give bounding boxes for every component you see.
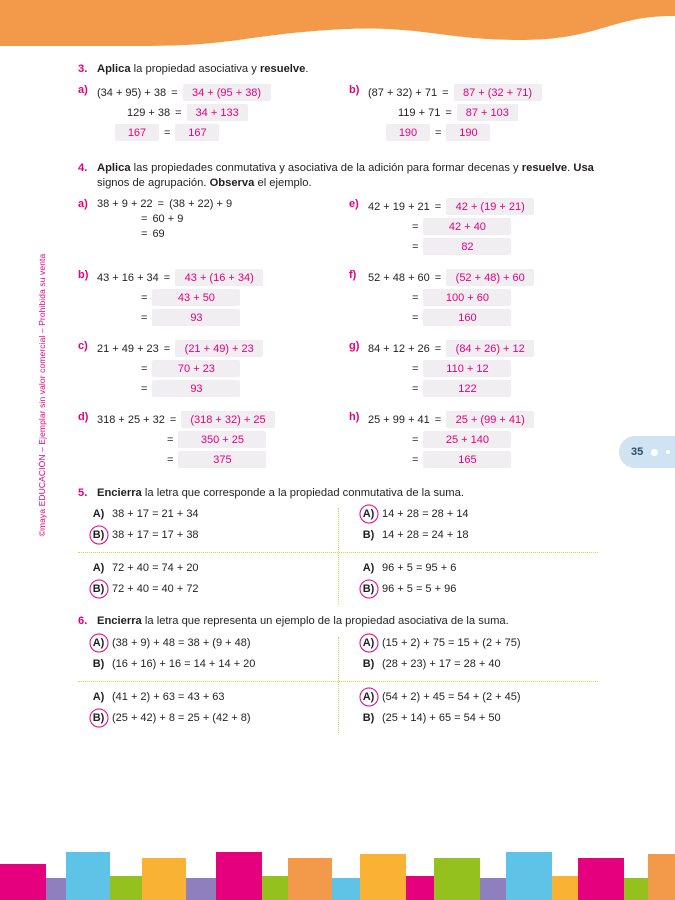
equals-sign: =: [434, 271, 442, 284]
answer-box[interactable]: (21 + 49) + 23: [175, 340, 263, 357]
equation-line: [97, 84, 327, 101]
equation-line: [97, 104, 327, 121]
option-row[interactable]: [92, 508, 328, 520]
equation-line: [368, 289, 598, 306]
color-block: [406, 876, 434, 900]
equals-sign: =: [167, 433, 174, 446]
top-decorative-band: [0, 0, 675, 52]
color-block: [480, 878, 506, 900]
color-block: [262, 876, 288, 900]
equation-line: [368, 309, 598, 326]
answer-box[interactable]: 93: [152, 380, 240, 397]
equals-sign: =: [141, 362, 148, 375]
equation-lhs: (87 + 32) + 71: [368, 86, 438, 99]
exercise-3-instruction: Aplica la propiedad asociativa y resuelve.: [97, 63, 309, 75]
equals-sign: =: [434, 413, 442, 426]
option-letter-selected[interactable]: B): [362, 583, 375, 596]
option-text: 96 + 5 = 5 + 96: [382, 583, 457, 596]
option-letter[interactable]: B): [362, 657, 375, 670]
color-block: [142, 858, 186, 900]
exercise-4: [78, 161, 598, 474]
exercise-6-options: [78, 637, 598, 733]
answer-box[interactable]: 110 + 12: [423, 360, 511, 377]
equation-line: [97, 431, 327, 448]
option-letter-selected[interactable]: A): [362, 690, 375, 703]
equals-sign: =: [141, 228, 148, 241]
equals-sign: =: [412, 362, 419, 375]
equals-sign: =: [412, 453, 419, 466]
equation-lhs: 129 + 38: [127, 106, 171, 119]
equation-line: [368, 431, 598, 448]
exercise-5-number: 5.: [78, 487, 88, 500]
equation-line: [97, 228, 327, 240]
equation-line: [97, 340, 327, 357]
exercise-5-instruction: Encierra la letra que corresponde a la propiedad conmutativa de la suma.: [97, 487, 464, 500]
option-letter[interactable]: A): [92, 508, 105, 521]
equals-sign: =: [167, 453, 174, 466]
exercise-4-item-g: [349, 340, 598, 400]
color-block: [288, 858, 332, 900]
equation-line: [368, 411, 598, 428]
side-credit-text: ©maya EDUCACIÓN – Ejemplar sin valor comercial – Prohibida su venta: [37, 253, 47, 537]
equation-line: [97, 269, 327, 286]
option-letter-selected[interactable]: A): [92, 636, 105, 649]
option-text: 38 + 17 = 17 + 38: [112, 529, 199, 542]
page-content: [78, 62, 598, 735]
option-row[interactable]: [362, 529, 598, 541]
exercise-6-instruction: Encierra la letra que representa un ejemplo de la propiedad asociativa de la suma.: [97, 615, 509, 628]
equation-line: [368, 218, 598, 235]
option-letter-selected[interactable]: A): [362, 636, 375, 649]
exercise-4-item-a: [78, 198, 327, 243]
exercise-5-options: [78, 508, 598, 604]
answer-box[interactable]: 70 + 23: [152, 360, 240, 377]
exercise-3-item-a: [78, 84, 327, 144]
answer-box[interactable]: 87 + (32 + 71): [454, 84, 542, 101]
color-block: [578, 858, 624, 900]
option-text: (28 + 23) + 17 = 28 + 40: [382, 657, 501, 670]
equation-lhs: 42 + 19 + 21: [368, 200, 430, 213]
option-text: (38 + 9) + 48 = 38 + (9 + 48): [112, 636, 251, 649]
option-row[interactable]: [92, 529, 328, 541]
option-row[interactable]: [92, 583, 328, 595]
equals-sign: =: [169, 413, 177, 426]
equals-sign: =: [141, 213, 148, 226]
equals-sign: =: [412, 382, 419, 395]
color-block: [110, 876, 142, 900]
page-number: 35: [631, 446, 644, 458]
color-block: [66, 852, 110, 900]
item-letter: c): [78, 340, 88, 353]
equals-sign: =: [412, 240, 419, 253]
exercise-4-heading: [78, 161, 598, 191]
color-block: [0, 864, 46, 900]
option-row[interactable]: [92, 712, 328, 724]
exercise-4-instruction: Aplica las propiedades conmutativa y asociativa de la adición para formar decenas y resuelve. Usa signos de agrupación. Observa el ejemplo.: [97, 162, 594, 190]
answer-box[interactable]: 87 + 103: [457, 104, 518, 121]
equation-line: [97, 198, 327, 210]
equation-line: [368, 380, 598, 397]
option-letter-selected[interactable]: B): [92, 711, 105, 724]
option-row[interactable]: [362, 712, 598, 724]
equals-sign: =: [434, 342, 442, 355]
equals-sign: =: [412, 311, 419, 324]
tab-dot-large-icon: [651, 449, 658, 456]
column-divider: [338, 508, 339, 604]
answer-box[interactable]: (52 + 48) + 60: [446, 269, 534, 286]
exercise-3-column-right: [349, 84, 598, 147]
equation-line: [97, 360, 327, 377]
answer-box[interactable]: 93: [152, 309, 240, 326]
equation-line: [368, 124, 598, 141]
option-letter-selected[interactable]: A): [362, 508, 375, 521]
item-letter: d): [78, 411, 89, 424]
exercise-3-heading: [78, 62, 598, 77]
color-block: [216, 852, 262, 900]
color-block: [648, 854, 675, 900]
option-row[interactable]: [362, 691, 598, 703]
bottom-decorative-band: [0, 842, 675, 900]
equals-sign: =: [141, 382, 148, 395]
column-divider: [338, 637, 339, 733]
equation-line: [368, 340, 598, 357]
item-letter: a): [78, 84, 88, 97]
color-block: [624, 878, 648, 900]
option-text: 72 + 40 = 74 + 20: [112, 562, 199, 575]
equation-line: [368, 84, 598, 101]
equation-lhs: 84 + 12 + 26: [368, 342, 430, 355]
option-row[interactable]: [92, 562, 328, 574]
exercise-4-item-h: [349, 411, 598, 471]
option-row[interactable]: [362, 562, 598, 574]
answer-box[interactable]: 43 + (16 + 34): [175, 269, 263, 286]
equals-sign: =: [435, 126, 442, 139]
answer-box[interactable]: 190: [386, 124, 430, 141]
item-letter: h): [349, 411, 360, 424]
color-block: [186, 878, 216, 900]
option-text: (15 + 2) + 75 = 15 + (2 + 75): [382, 636, 521, 649]
equals-sign: =: [171, 86, 178, 99]
exercise-3-column-left: [78, 84, 327, 147]
page-number-tab: [619, 436, 675, 468]
color-block: [506, 852, 552, 900]
exercise-6-heading: [78, 614, 598, 629]
equation-lhs: 43 + 16 + 34: [97, 271, 159, 284]
option-text: (54 + 2) + 45 = 54 + (2 + 45): [382, 690, 521, 703]
answer-box[interactable]: 43 + 50: [152, 289, 240, 306]
equals-sign: =: [175, 106, 182, 119]
option-text: 96 + 5 = 95 + 6: [382, 562, 457, 575]
equation-line: [97, 289, 327, 306]
option-text: (16 + 16) + 16 = 14 + 14 + 20: [112, 657, 256, 670]
equals-sign: =: [163, 271, 171, 284]
equals-sign: =: [442, 86, 449, 99]
equation-lhs: 38 + 9 + 22: [97, 198, 153, 211]
equation-lhs: 119 + 71: [398, 106, 441, 119]
equation-lhs: 25 + 99 + 41: [368, 413, 430, 426]
option-letter[interactable]: A): [92, 562, 105, 575]
answer-box[interactable]: 25 + (99 + 41): [446, 411, 534, 428]
exercise-4-item-e: [349, 198, 598, 258]
answer-box[interactable]: (84 + 26) + 12: [446, 340, 534, 357]
equation-line: [368, 104, 598, 121]
exercise-5-heading: [78, 486, 598, 501]
option-letter[interactable]: B): [92, 657, 105, 670]
answer-box[interactable]: 167: [115, 124, 159, 141]
equals-sign: =: [412, 433, 419, 446]
equation-line: [368, 238, 598, 255]
exercise-6: [78, 614, 598, 732]
equation-line: [368, 198, 598, 215]
color-block: [552, 876, 578, 900]
option-letter[interactable]: B): [362, 711, 375, 724]
option-letter[interactable]: A): [362, 562, 375, 575]
item-letter: a): [78, 198, 88, 211]
answer-box[interactable]: (318 + 32) + 25: [181, 411, 274, 428]
equals-sign: =: [141, 311, 148, 324]
equals-sign: =: [434, 200, 442, 213]
option-row[interactable]: [362, 508, 598, 520]
answer-box[interactable]: 122: [423, 380, 511, 397]
equals-sign: =: [141, 291, 148, 304]
equation-lhs: (34 + 95) + 38: [97, 86, 167, 99]
answer-box[interactable]: 160: [423, 309, 511, 326]
option-text: 14 + 28 = 24 + 18: [382, 529, 469, 542]
option-text: (41 + 2) + 63 = 43 + 63: [112, 690, 225, 703]
option-row[interactable]: [92, 658, 328, 670]
item-letter: f): [349, 269, 357, 282]
answer-box[interactable]: 375: [178, 451, 266, 468]
option-text: (25 + 14) + 65 = 54 + 50: [382, 711, 501, 724]
option-text: (25 + 42) + 8 = 25 + (42 + 8): [112, 711, 251, 724]
equation-lhs: 21 + 49 + 23: [97, 342, 159, 355]
equation-rhs: 69: [152, 228, 165, 241]
exercise-3: [78, 62, 598, 147]
option-text: 14 + 28 = 28 + 14: [382, 508, 469, 521]
equation-line: [97, 309, 327, 326]
exercise-4-item-d: [78, 411, 327, 471]
exercise-3-item-b: [349, 84, 598, 144]
equals-sign: =: [164, 126, 171, 139]
answer-box[interactable]: 34 + (95 + 38): [183, 84, 271, 101]
answer-box[interactable]: 42 + 40: [423, 218, 511, 235]
equation-line: [368, 360, 598, 377]
exercise-5: [78, 486, 598, 604]
top-band-shape: [0, 0, 675, 52]
answer-box[interactable]: 350 + 25: [178, 431, 266, 448]
option-row[interactable]: [92, 637, 328, 649]
answer-box[interactable]: 190: [446, 124, 490, 141]
exercise-6-number: 6.: [78, 615, 88, 628]
option-text: 72 + 40 = 40 + 72: [112, 583, 199, 596]
answer-box[interactable]: 100 + 60: [423, 289, 511, 306]
equation-rhs: (38 + 22) + 9: [169, 198, 233, 211]
option-text: 38 + 17 = 21 + 34: [112, 508, 199, 521]
option-letter-selected[interactable]: B): [92, 529, 105, 542]
equation-line: [97, 124, 327, 141]
equation-line: [368, 269, 598, 286]
tab-dot-small-icon: [666, 450, 670, 454]
exercise-3-number: 3.: [78, 63, 88, 75]
option-row[interactable]: [362, 583, 598, 595]
answer-box[interactable]: 165: [423, 451, 511, 468]
equation-line: [368, 451, 598, 468]
exercise-4-item-f: [349, 269, 598, 329]
equals-sign: =: [157, 198, 165, 211]
equation-line: [97, 451, 327, 468]
option-letter-selected[interactable]: B): [92, 583, 105, 596]
option-row[interactable]: [362, 658, 598, 670]
equals-sign: =: [163, 342, 171, 355]
answer-box[interactable]: 42 + (19 + 21): [446, 198, 534, 215]
exercise-4-item-c: [78, 340, 327, 400]
option-letter[interactable]: A): [92, 690, 105, 703]
item-letter: b): [349, 84, 360, 97]
exercise-4-number: 4.: [78, 162, 88, 175]
item-letter: b): [78, 269, 89, 282]
answer-box[interactable]: 167: [175, 124, 219, 141]
answer-box[interactable]: 25 + 140: [423, 431, 511, 448]
equation-lhs: 52 + 48 + 60: [368, 271, 430, 284]
equals-sign: =: [445, 106, 452, 119]
item-letter: e): [349, 198, 359, 211]
equation-line: [97, 213, 327, 225]
equation-lhs: 318 + 25 + 32: [97, 413, 165, 426]
answer-box[interactable]: 34 + 133: [187, 104, 248, 121]
equation-line: [97, 380, 327, 397]
equals-sign: =: [412, 291, 419, 304]
equation-rhs: 60 + 9: [152, 213, 184, 226]
color-block: [332, 878, 360, 900]
equals-sign: =: [412, 220, 419, 233]
answer-box[interactable]: 82: [423, 238, 511, 255]
color-block: [46, 878, 66, 900]
option-row[interactable]: [362, 637, 598, 649]
exercise-4-item-b: [78, 269, 327, 329]
item-letter: g): [349, 340, 360, 353]
option-row[interactable]: [92, 691, 328, 703]
equation-line: [97, 411, 327, 428]
option-letter[interactable]: B): [362, 529, 375, 542]
color-block: [360, 854, 406, 900]
color-block: [434, 858, 480, 900]
